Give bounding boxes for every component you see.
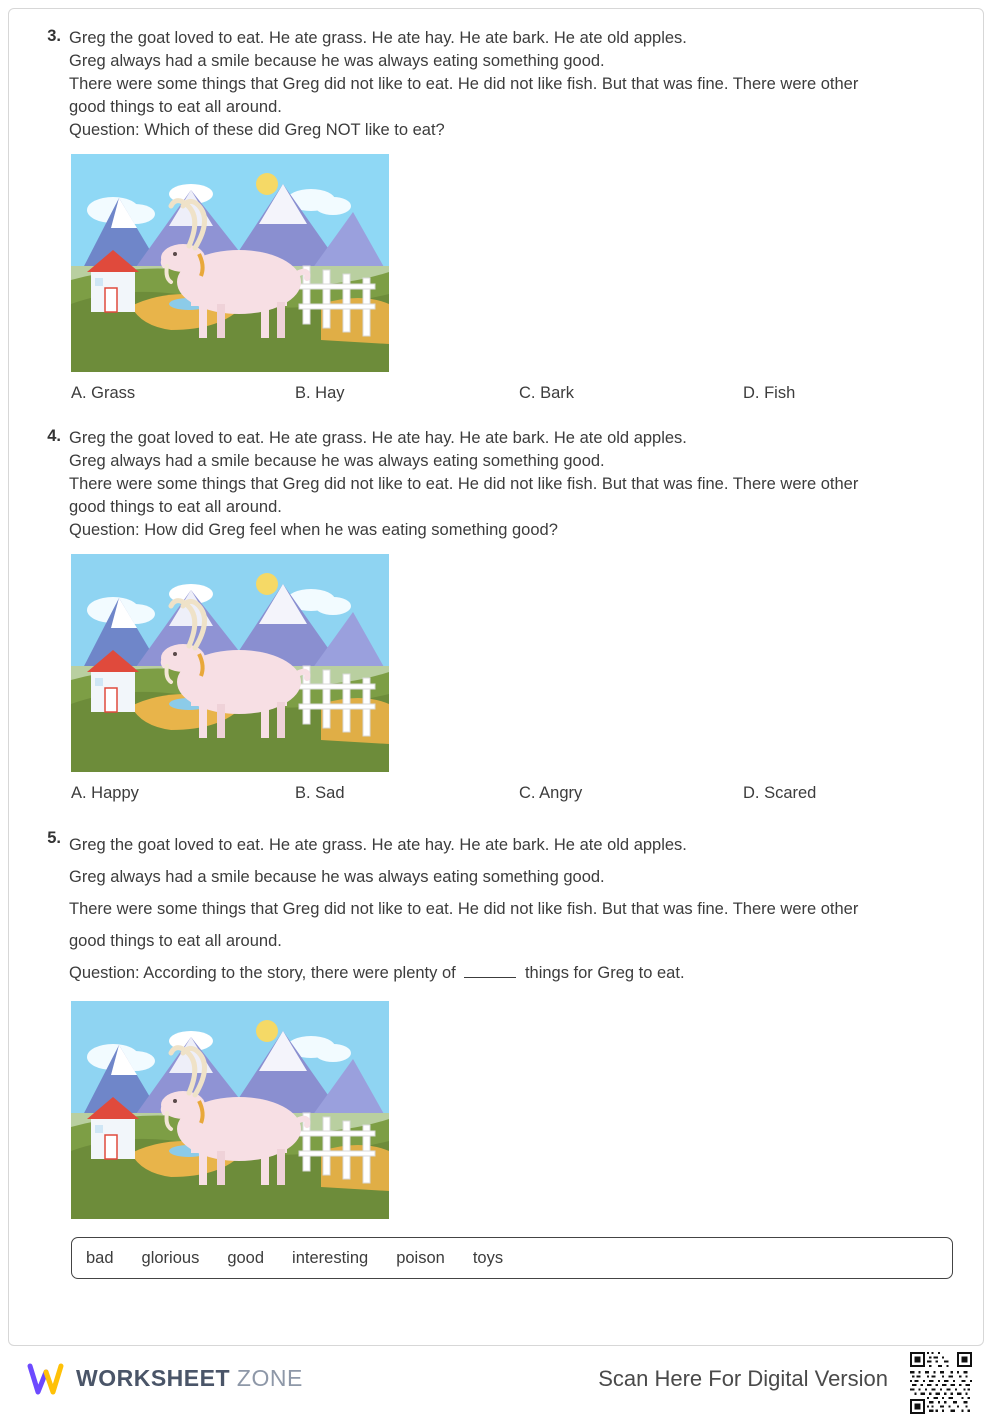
passage-line: Greg always had a smile because he was always eating something good. (69, 52, 605, 70)
word-bank-item[interactable]: interesting (292, 1248, 369, 1267)
answer-option[interactable]: C. Bark (519, 384, 575, 402)
passage-line: Greg always had a smile because he was always eating something good. (69, 868, 605, 886)
answer-option[interactable]: D. Fish (743, 384, 796, 402)
answer-options (71, 784, 957, 803)
question-prompt: Question: Which of these did Greg NOT like to eat? (69, 121, 445, 139)
word-bank-item[interactable]: poison (396, 1248, 445, 1267)
worksheet-content (35, 27, 957, 1285)
goat-illustration (71, 554, 389, 772)
passage-line: good things to eat all around. (69, 498, 282, 516)
question-number: 5. (47, 829, 61, 847)
brand-logo-group (26, 1358, 303, 1398)
answer-option[interactable]: B. Hay (295, 384, 345, 402)
word-bank-item[interactable]: glorious (141, 1248, 200, 1267)
worksheet-zone-logo-icon (26, 1358, 66, 1398)
answer-option[interactable]: D. Scared (743, 784, 817, 802)
passage-line: good things to eat all around. (69, 98, 282, 116)
answer-option[interactable]: B. Sad (295, 784, 345, 802)
question-prompt-fill-in (69, 957, 957, 989)
qr-code[interactable] (910, 1352, 972, 1414)
passage-line: Greg the goat loved to eat. He ate grass. He ate hay. He ate bark. He ate old apples. (69, 836, 687, 854)
fill-in-blank[interactable] (464, 977, 516, 978)
scan-instruction-text: Scan Here For Digital Version (598, 1366, 888, 1391)
goat-illustration (71, 1001, 389, 1219)
goat-illustration (71, 154, 389, 372)
question-number: 3. (47, 27, 61, 45)
passage-line: Greg always had a smile because he was always eating something good. (69, 452, 605, 470)
question-prompt: Question: How did Greg feel when he was eating something good? (69, 521, 558, 539)
question-body (69, 829, 957, 1279)
question-number: 4. (47, 427, 61, 445)
word-bank (71, 1237, 953, 1279)
question-5 (35, 829, 957, 1279)
brand-wordmark (76, 1365, 303, 1392)
answer-option[interactable]: C. Angry (519, 784, 583, 802)
passage-line: Greg the goat loved to eat. He ate grass. He ate hay. He ate bark. He ate old apples. (69, 429, 687, 447)
passage-line: There were some things that Greg did not like to eat. He did not like fish. But that was fine. There were other (69, 475, 859, 493)
passage-line: Greg the goat loved to eat. He ate grass. He ate hay. He ate bark. He ate old apples. (69, 29, 687, 47)
passage-line: There were some things that Greg did not like to eat. He did not like fish. But that was fine. There were other (69, 75, 859, 93)
question-body (69, 427, 957, 803)
question-3 (35, 27, 957, 403)
word-bank-item[interactable]: good (227, 1248, 265, 1267)
brand-name-primary: WORKSHEET (76, 1364, 230, 1391)
question-body (69, 27, 957, 403)
word-bank-item[interactable]: bad (86, 1248, 114, 1267)
passage-line: There were some things that Greg did not like to eat. He did not like fish. But that was fine. There were other (69, 900, 859, 918)
passage-line: good things to eat all around. (69, 932, 282, 950)
question-4 (35, 427, 957, 803)
word-bank-item[interactable]: toys (472, 1248, 504, 1267)
fill-in-after: things for Greg to eat. (524, 964, 685, 982)
page-footer (8, 1352, 984, 1410)
fill-in-before: Question: According to the story, there were plenty of (69, 964, 456, 982)
brand-name-secondary: ZONE (236, 1364, 303, 1391)
answer-options (71, 384, 957, 403)
worksheet-page (8, 8, 984, 1346)
answer-option[interactable]: A. Grass (71, 384, 136, 402)
answer-option[interactable]: A. Happy (71, 784, 139, 802)
